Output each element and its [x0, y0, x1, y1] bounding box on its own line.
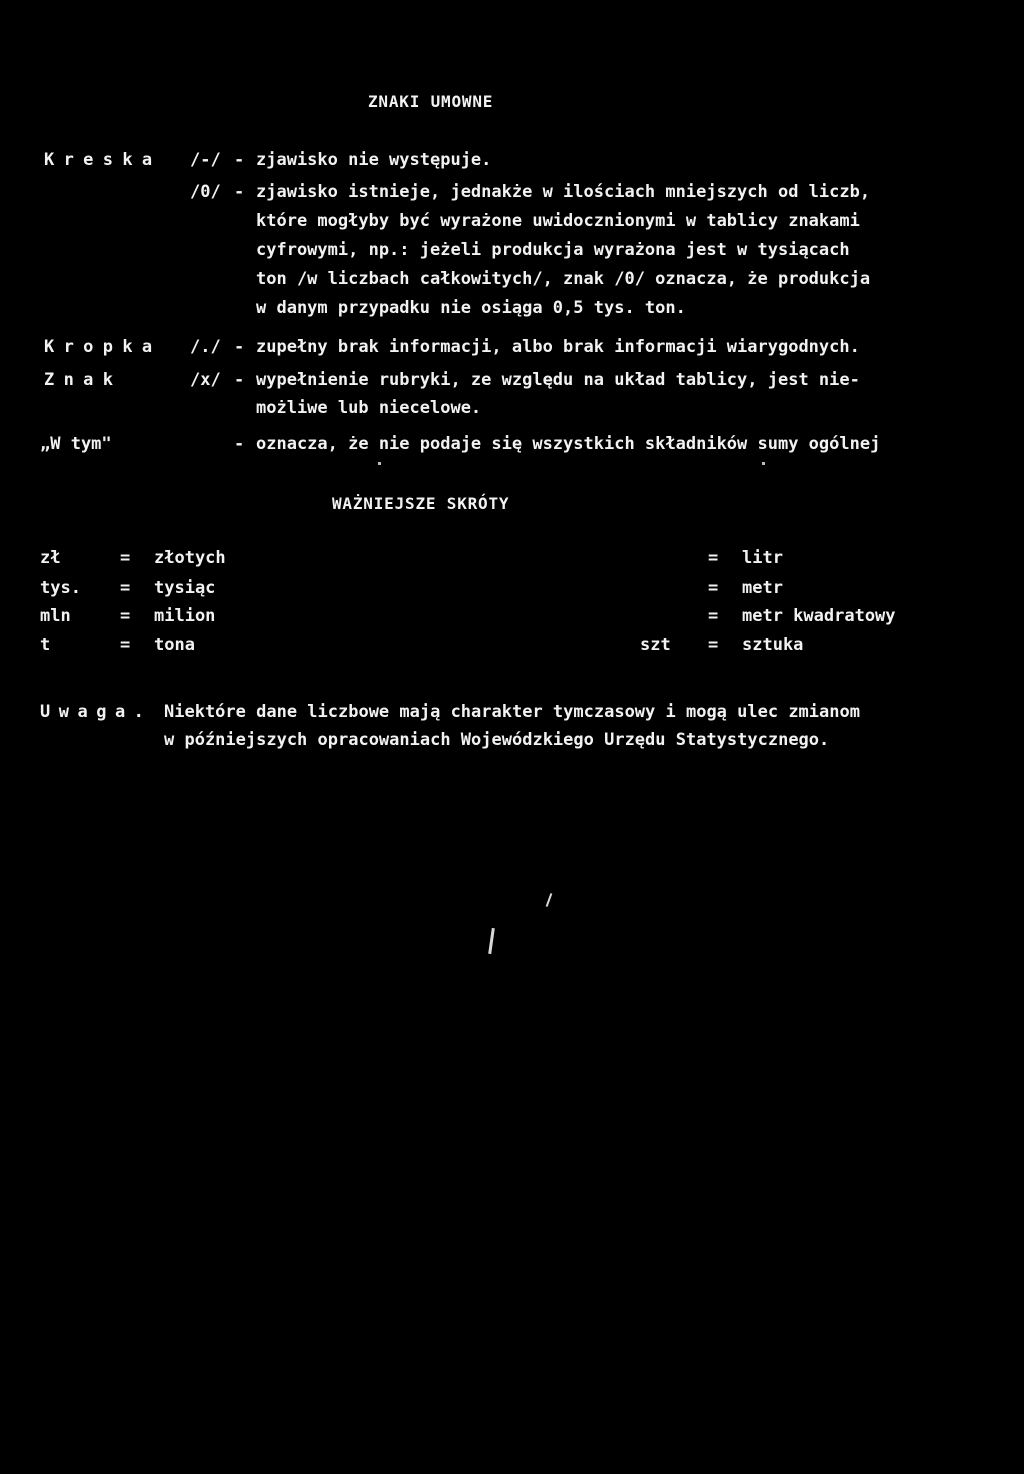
abbr-meaning: metr kwadratowy [742, 606, 896, 626]
abbr-code: zł [40, 548, 61, 568]
symbol-code-zero: /0/ [190, 182, 221, 202]
symbol-desc-line: które mogłyby być wyrażone uwidocznionymi w tablicy znakami [256, 211, 860, 231]
abbr-equals: = [708, 635, 719, 655]
symbol-code-dash: /-/ [190, 150, 221, 170]
abbr-code: mln [40, 606, 71, 626]
abbr-meaning: milion [154, 606, 216, 626]
symbol-dash: - [234, 370, 245, 390]
note-label: Uwaga. [40, 702, 153, 722]
page-title: ZNAKI UMOWNE [368, 92, 494, 111]
abbr-equals: = [708, 606, 719, 626]
scan-speck [762, 462, 765, 465]
abbr-meaning: metr [742, 578, 783, 598]
symbol-desc-line: oznacza, że nie podaje się wszystkich składników sumy ogólnej [256, 434, 881, 454]
symbol-term-w-tym: „W tym" [40, 434, 112, 454]
abbr-equals: = [120, 548, 131, 568]
abbr-meaning: litr [742, 548, 783, 568]
abbr-meaning: tona [154, 635, 195, 655]
abbr-equals: = [120, 635, 131, 655]
symbol-desc-line: możliwe lub niecelowe. [256, 398, 482, 418]
symbol-dash: - [234, 182, 245, 202]
symbol-desc-line: ton /w liczbach całkowitych/, znak /0/ oznacza, że produkcja [256, 269, 871, 289]
symbol-dash: - [234, 150, 245, 170]
abbr-meaning: tysiąc [154, 578, 216, 598]
symbol-term-kropka: Kropka [44, 337, 162, 357]
abbr-meaning: sztuka [742, 635, 804, 655]
abbr-equals: = [708, 548, 719, 568]
symbol-dash: - [234, 434, 245, 454]
abbr-code: szt [640, 635, 671, 655]
symbol-term-kreska: Kreska [44, 150, 162, 170]
abbr-code: t [40, 635, 51, 655]
symbol-code-x: /x/ [190, 370, 221, 390]
abbr-equals: = [708, 578, 719, 598]
abbr-code: tys. [40, 578, 81, 598]
scan-speck [546, 893, 553, 907]
symbol-desc-line: zupełny brak informacji, albo brak informacji wiarygodnych. [256, 337, 860, 357]
abbr-equals: = [120, 578, 131, 598]
abbr-equals: = [120, 606, 131, 626]
symbol-desc-line: w danym przypadku nie osiąga 0,5 tys. ton. [256, 298, 686, 318]
note-line: w późniejszych opracowaniach Wojewódzkiego Urzędu Statystycznego. [164, 730, 830, 750]
note-line: Niektóre dane liczbowe mają charakter tymczasowy i mogą ulec zmianom [164, 702, 860, 722]
abbreviations-title: WAŻNIEJSZE SKRÓTY [332, 494, 510, 513]
symbol-desc-line: wypełnienie rubryki, ze względu na układ tablicy, jest nie- [256, 370, 860, 390]
scan-speck [378, 462, 381, 465]
symbol-desc-line: zjawisko nie występuje. [256, 150, 492, 170]
symbol-desc-line: cyfrowymi, np.: jeżeli produkcja wyrażona jest w tysiącach [256, 240, 850, 260]
symbol-code-dot: /./ [190, 337, 221, 357]
symbol-desc-line: zjawisko istnieje, jednakże w ilościach mniejszych od liczb, [256, 182, 871, 202]
abbr-meaning: złotych [154, 548, 226, 568]
scan-speck [488, 928, 495, 954]
symbol-dash: - [234, 337, 245, 357]
symbol-term-znak: Znak [44, 370, 123, 390]
